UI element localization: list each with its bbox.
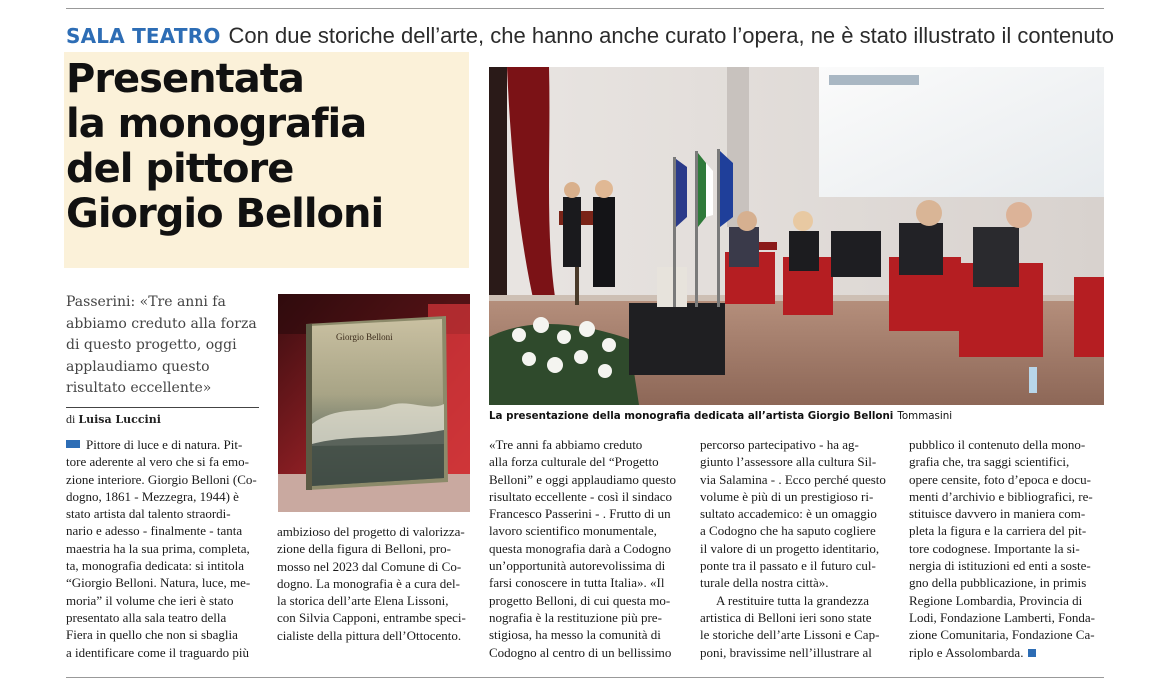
text-line: artistica di Belloni ieri sono state (700, 609, 872, 625)
text-line: progetto Belloni, di cui questa mo- (489, 592, 671, 608)
text-line: maestria ha la sua prima, completa, (66, 540, 250, 556)
photo-caption (489, 410, 952, 422)
article-column-1 (66, 436, 260, 661)
text-line: tore aderente al vero che si fa emo- (66, 454, 249, 470)
text-line: gno della pubblicazione, in primis (909, 575, 1087, 591)
text-line: Francesco Passerini - . Frutto di un (489, 506, 671, 522)
text-line: Fiera in quello che non si sbaglia (66, 627, 238, 643)
text-line: ponte tra il passato e il futuro cul- (700, 558, 876, 574)
bottom-rule (66, 677, 1104, 678)
top-rule (66, 8, 1104, 9)
text-line: farsi conoscere in tutta Italia». «Il (489, 575, 665, 591)
text-line: stituisce davvero in maniera com- (909, 506, 1086, 522)
text-line: nografia è la restituzione più pre- (489, 609, 662, 625)
presentation-photo-image (489, 67, 1104, 405)
text-line: percorso partecipativo - ha ag- (700, 437, 859, 452)
text-line: risultato eccellente - così il sindaco (489, 488, 673, 504)
kicker-subtitle: Con due storiche dell’arte, che hanno anche curato l’opera, ne è stato illustrato il contenuto (228, 23, 1114, 48)
text-line: stigiosa, ha messo la comunità di (489, 627, 661, 643)
text-line: Regione Lombardia, Provincia di (909, 592, 1083, 608)
text-line: dogno. La monografia è a cura del- (277, 575, 461, 591)
pull-quote-line: risultato eccellente» (66, 380, 212, 396)
text-line: sultato accademico: è un omaggio (700, 506, 877, 522)
kicker (66, 21, 1114, 51)
text-line: Pittore di luce e di natura. Pit- (86, 437, 243, 452)
text-line: menti d’archivio e bibliografici, re- (909, 488, 1093, 504)
presentation-photo (489, 67, 1104, 405)
text-line: a Codogno che ha saputo cogliere (700, 523, 876, 539)
text-line: mosso nel 2023 dal Comune di Co- (277, 558, 462, 574)
section-square-icon (66, 440, 80, 448)
text-line: alla forza culturale del “Progetto (489, 454, 659, 470)
pull-quote-line: applaudiamo questo (66, 358, 210, 375)
article-column-4 (700, 436, 895, 661)
text-line: stato artista dal talento straordi- (66, 506, 231, 522)
text-line: volume è più di un prestigioso ri- (700, 488, 874, 504)
text-line: riplo e Assolombarda. (909, 644, 1024, 660)
text-line: zione Comunitaria, Fondazione Ca- (909, 627, 1095, 643)
article-column-3 (489, 436, 684, 661)
article-column-5 (909, 436, 1105, 661)
text-line: le storiche dell’arte Lissoni e Cap- (700, 627, 880, 643)
text-line: A restituire tutta la grandezza (716, 592, 870, 608)
text-line: cialiste della pittura dell’Ottocento. (277, 627, 462, 643)
photo-caption-text: La presentazione della monografia dedicata all’artista Giorgio Belloni (489, 410, 894, 422)
text-line: questa monografia darà a Codogno (489, 540, 671, 556)
text-line: pubblico il contenuto della mono- (909, 437, 1086, 452)
text-line: Belloni” e oggi applaudiamo questo (489, 471, 677, 487)
text-line: giunto l’assessore alla cultura Sil- (700, 454, 877, 470)
headline-line: la monografia (66, 101, 367, 147)
headline-line: Presentata (66, 56, 304, 102)
text-line: a identificare come il traguardo più (66, 644, 250, 660)
section-tag: SALA TEATRO (66, 24, 221, 48)
text-line: via Salamina - . Ecco perché questo (700, 471, 886, 487)
pull-quote-line: Passerini: «Tre anni fa (66, 294, 226, 310)
text-line: moria” il volume che ieri è stato (66, 592, 234, 608)
text-line: pleta la figura e la carriera del pit- (909, 523, 1087, 539)
text-line: il valore di un progetto identitario, (700, 540, 880, 556)
text-line: «Tre anni fa abbiamo creduto (489, 437, 643, 452)
text-line: turale della nostra città». (700, 575, 829, 591)
pull-quote-line: abbiamo creduto alla forza (66, 315, 257, 332)
text-line: ambizioso del progetto di valorizza- (277, 524, 465, 539)
byline-rule (66, 407, 259, 408)
text-line: zione interiore. Giorgio Belloni (Co- (66, 471, 257, 487)
pull-quote (66, 292, 266, 400)
text-line: con Silvia Capponi, entrambe speci- (277, 610, 466, 626)
text-line: zione della figura di Belloni, pro- (277, 541, 452, 557)
text-line: poni, bravissime nell’illustrare al (700, 644, 872, 660)
headline-line: Giorgio Belloni (66, 191, 384, 237)
text-line: grafia che, tra saggi scientifici, (909, 454, 1070, 470)
byline-author: Luisa Luccini (78, 413, 161, 426)
text-line: un’opportunità autorevolissima di (489, 558, 666, 574)
photo-credit: Tommasini (897, 410, 953, 422)
text-line: dogno, 1861 - Mezzegra, 1944) è (66, 488, 239, 504)
text-line: nario e adesso - finalmente - tanta (66, 523, 243, 539)
pull-quote-line: di questo progetto, oggi (66, 337, 237, 353)
text-line: lavoro scientifico monumentale, (489, 523, 657, 539)
end-square-icon (1028, 649, 1036, 657)
byline (66, 412, 161, 427)
byline-prefix: di (66, 412, 76, 426)
text-line: tore codognese. Importante la si- (909, 540, 1080, 556)
text-line: ta, monografia dedicata: si intitola (66, 558, 244, 574)
text-line: nergia di istituzioni ed enti a soste- (909, 558, 1091, 574)
headline (66, 57, 466, 237)
text-line: Codogno al centro di un bellissimo (489, 644, 672, 660)
book-cover-title: Giorgio Belloni (336, 332, 393, 342)
text-line: presentato alla sala teatro della (66, 609, 227, 625)
text-line: opere censite, foto d’epoca e docu- (909, 471, 1091, 487)
book-photo (278, 294, 470, 512)
headline-line: del pittore (66, 146, 294, 192)
text-line: Lodi, Fondazione Lamberti, Fonda- (909, 609, 1095, 625)
article-column-2 (277, 523, 471, 644)
text-line: la storica dell’arte Elena Lissoni, (277, 593, 449, 609)
text-line: “Giorgio Belloni. Natura, luce, me- (66, 575, 251, 591)
book-photo-image (278, 294, 470, 512)
